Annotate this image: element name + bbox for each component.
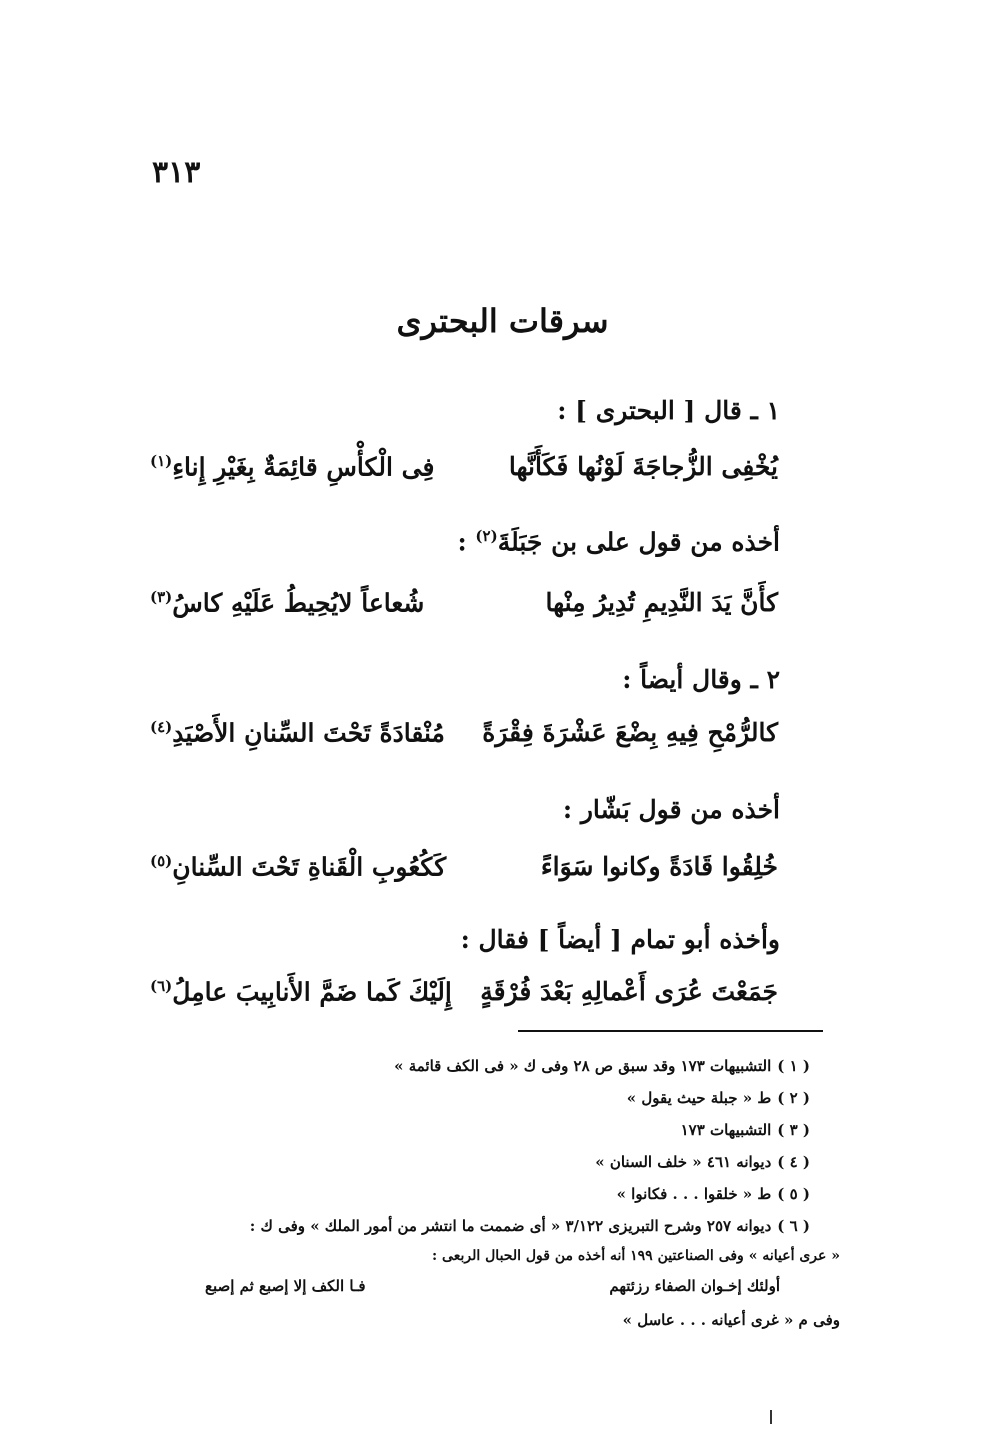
verse-hemistich-first: يُخْفِى الزُّجاجَةَ لَوْنُها فَكَأَنَّها bbox=[508, 452, 778, 481]
footnote-marker: (١) bbox=[150, 452, 173, 470]
source-line-text: وأخذه أبو تمام [ أيضاً ] فقال : bbox=[460, 925, 780, 954]
footnote-5 bbox=[130, 1178, 810, 1210]
verse-4 bbox=[150, 852, 778, 896]
intro-line-text: ١ ـ قال [ البحترى ] : bbox=[557, 396, 780, 425]
footnote-number: ( ٣ ) bbox=[777, 1121, 810, 1139]
footnote-number: ( ٦ ) bbox=[777, 1217, 810, 1235]
verse-hemistich-first: جَمَعْتَ عُرَى أَعْمالِهِ بَعْدَ فُرْقَةٍ bbox=[480, 977, 778, 1006]
intro-line-1 bbox=[557, 396, 780, 425]
footnote-number: ( ٢ ) bbox=[777, 1089, 810, 1107]
footnote-2 bbox=[130, 1082, 810, 1114]
source-line-3 bbox=[461, 925, 780, 954]
footnote-number: ( ٥ ) bbox=[777, 1185, 810, 1203]
footnote-verse bbox=[130, 1270, 810, 1304]
source-line-tail: : bbox=[457, 527, 476, 557]
footnote-marker: (٥) bbox=[150, 852, 173, 870]
footnote-number: ( ٤ ) bbox=[777, 1153, 810, 1171]
footnote-continuation: « عرى أعيانه » وفى الصناعتين ١٩٩ أنه أخذه من قول الحبال الربعى : bbox=[432, 1248, 840, 1264]
source-line-text: أخذه من قول على بن جَبَلَةَ bbox=[497, 527, 780, 557]
verse-text: كَكُعُوبِ الْقَناةِ تَحْتَ السِّنانِ bbox=[172, 852, 447, 882]
source-line-text: أخذه من قول بَشّار : bbox=[562, 795, 780, 824]
verse-hemistich-second bbox=[150, 852, 446, 881]
source-line-1 bbox=[457, 527, 780, 556]
footnote-marker: (٢) bbox=[475, 527, 498, 545]
verse-hemistich-second bbox=[150, 718, 445, 747]
page-number: ٣١٣ bbox=[152, 155, 201, 190]
verse-5 bbox=[150, 977, 778, 1021]
verse-hemistich-second bbox=[150, 977, 452, 1006]
footnote-text: ديوانه ٢٥٧ وشرح التبريزى ٣/١٢٢ « أى ضممت ما انتشر من أمور الملك » وفى ك : bbox=[249, 1217, 772, 1235]
footnote-text: ط « جبلة حيث يقول » bbox=[626, 1089, 772, 1107]
verse-text: إِلَيْكَ كَما ضَمَّ الأَنابِيبَ عامِلُ bbox=[172, 977, 452, 1007]
footnote-marker: (٦) bbox=[150, 977, 173, 995]
footnote-marker: (٤) bbox=[150, 718, 173, 736]
intro-line-text: ٢ ـ وقال أيضاً : bbox=[622, 665, 780, 694]
footnote-number: ( ١ ) bbox=[777, 1057, 810, 1075]
chapter-title: سرقات البحترى bbox=[396, 302, 609, 340]
intro-line-2 bbox=[622, 665, 780, 694]
verse-text: شُعاعاً لايُحِيطُ عَلَيْهِ كاسُ bbox=[172, 588, 425, 618]
verse-3 bbox=[150, 718, 778, 762]
footnote-variant: وفى م « غرى أعيانه . . . عاسل » bbox=[622, 1311, 840, 1329]
verse-hemistich-first: كالرُّمْحِ فِيهِ بِضْعَ عَشْرَةَ فِقْرَةً bbox=[482, 718, 778, 747]
verse-hemistich-second bbox=[150, 452, 434, 481]
footnote-1 bbox=[130, 1050, 810, 1082]
source-line-2 bbox=[563, 795, 780, 824]
scan-mark bbox=[770, 1410, 772, 1424]
verse-1 bbox=[150, 452, 778, 496]
verse-hemistich-first: كأَنَّ يَدَ النَّدِيمِ تُدِيرُ مِنْها bbox=[545, 588, 778, 617]
footnote-verse-first: أولئك إخـوان الصفاء رزئتهم bbox=[609, 1277, 780, 1295]
verse-text: فِى الْكأْسِ قائِمَةٌ بِغَيْرِ إِناءِ bbox=[172, 452, 435, 482]
footnote-verse-second: فـا الكف إلا إصبع ثم إصبع bbox=[205, 1277, 366, 1295]
footnote-text: التشبيهات ١٧٣ bbox=[680, 1121, 772, 1139]
footnote-text: ط « خلقوا . . . فكانوا » bbox=[616, 1185, 772, 1203]
verse-text: مُنْقادَةً تَحْتَ السِّنانِ الأَصْيَدِ bbox=[172, 718, 445, 748]
verse-2 bbox=[150, 588, 778, 632]
footnote-3 bbox=[130, 1114, 810, 1146]
footnote-marker: (٣) bbox=[150, 588, 173, 606]
footnote-separator bbox=[518, 1030, 823, 1032]
verse-hemistich-first: خُلِقُوا قَادَةً وكانوا سَوَاءً bbox=[540, 852, 778, 881]
footnotes bbox=[130, 1050, 840, 1334]
verse-hemistich-second bbox=[150, 588, 424, 617]
footnote-4 bbox=[130, 1146, 810, 1178]
footnote-6 bbox=[130, 1210, 810, 1242]
footnote-text: ديوانه ٤٦١ « خلف السنان » bbox=[595, 1153, 772, 1171]
footnote-text: التشبيهات ١٧٣ وقد سبق ص ٢٨ وفى ك « فى الكف قائمة » bbox=[394, 1057, 772, 1075]
